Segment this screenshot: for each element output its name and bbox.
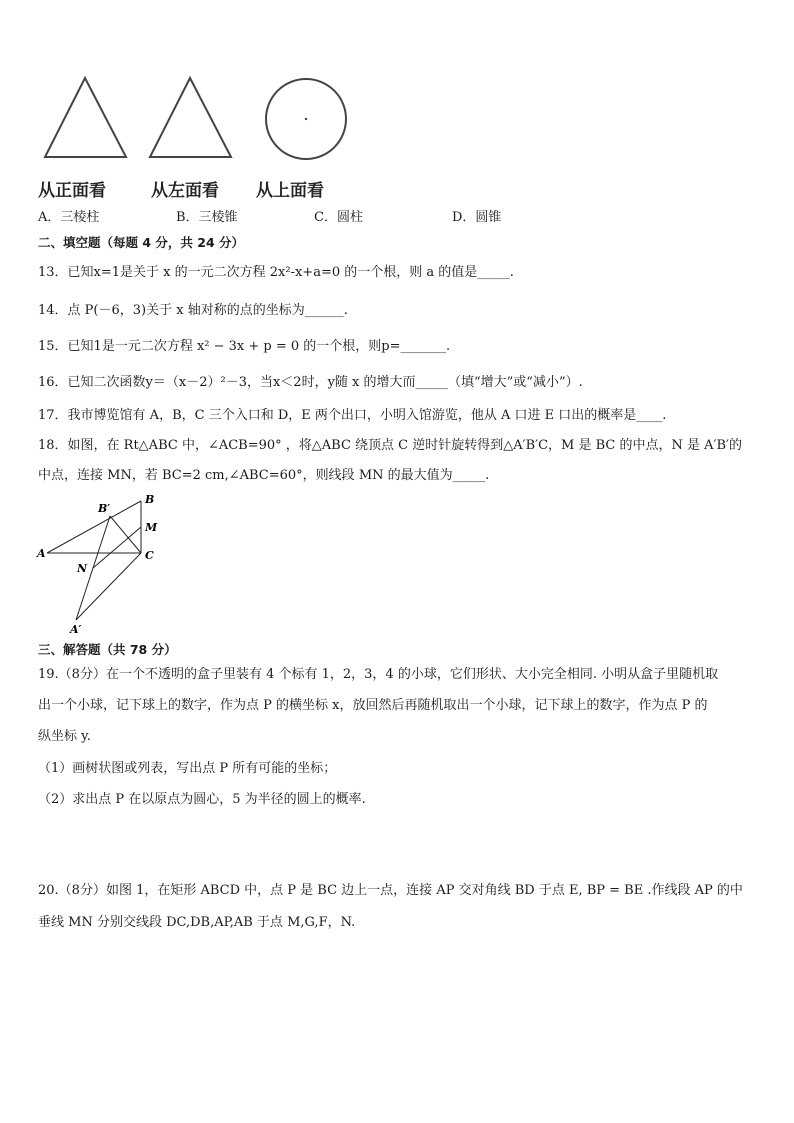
question-19-part1: （1）画树状图或列表，写出点 P 所有可能的坐标； [38,761,337,776]
caption-left-view: 从左面看 [151,181,219,201]
question-13: 13．已知x=1是关于 x 的一元二次方程 2x²-x+a=0 的一个根，则 a 的值是_____. [38,265,514,280]
option-c: C．圆柱 [314,210,363,225]
option-d: D．圆锥 [452,210,502,225]
top-view-center-dot [305,118,307,120]
label-a-prime: A′ [70,623,82,636]
question-15: 15．已知1是一元二次方程 x² − 3x + p = 0 的一个根，则p=_______. [38,339,451,354]
question-18-line1: 18．如图，在 Rt△ABC 中，∠ACB=90° ，将△ABC 绕顶点 C 逆时针旋转得到△A′B′C，M 是 BC 的中点，N 是 A′B′的 [38,438,742,453]
label-a: A [37,547,46,560]
question-19-part2: （2）求出点 P 在以原点为圆心，5 为半径的圆上的概率. [38,792,366,807]
segment-b-prime-c [110,516,141,553]
question-20-line1: 20.（8分）如图 1，在矩形 ABCD 中，点 P 是 BC 边上一点，连接 AP 交对角线 BD 于点 E, BP = BE .作线段 AP 的中 [38,883,743,898]
label-b: B [145,493,155,506]
question-20-line2: 垂线 MN 分别交线段 DC,DB,AP,AB 于点 M,G,F，N. [38,915,356,930]
question-18-line2: 中点，连接 MN，若 BC=2 cm,∠ABC=60°，则线段 MN 的最大值为_____. [38,468,490,483]
three-view-figure [30,70,370,170]
question-19-line1: 19.（8分）在一个不透明的盒子里装有 4 个标有 1，2，3，4 的小球，它们形状、大小完全相同. 小明从盒子里随机取 [38,667,719,682]
question-19-line3: 纵坐标 y. [38,729,91,744]
option-a: A．三棱柱 [38,210,100,225]
caption-front-view: 从正面看 [38,181,106,201]
question-16: 16．已知二次函数y＝（x－2）²－3，当x＜2时，y随 x 的增大而_____（填“增大”或“减小”）. [38,375,583,390]
label-c: C [145,549,154,562]
q18-geometry-figure [30,490,170,638]
section-title-solutions: 三、解答题（共 78 分） [38,642,177,657]
question-17: 17．我市博览馆有 A，B，C 三个入口和 D，E 两个出口，小明入馆游览，他从 A 口进 E 口出的概率是____. [38,408,667,423]
left-view-triangle [150,78,231,157]
segment-ab [47,501,141,553]
question-19-line2: 出一个小球，记下球上的数字，作为点 P 的横坐标 x，放回然后再随机取出一个小球，记下球上的数字，作为点 P 的 [38,698,708,713]
caption-top-view: 从上面看 [256,181,324,201]
option-b: B．三棱锥 [176,210,238,225]
label-n: N [77,562,88,575]
question-14: 14．点 P(－6，3)关于 x 轴对称的点的坐标为______. [38,303,348,318]
front-view-triangle [45,78,126,157]
section-title-fill-in: 二、填空题（每题 4 分，共 24 分） [38,235,245,250]
label-b-prime: B′ [98,502,111,515]
label-m: M [145,521,158,534]
